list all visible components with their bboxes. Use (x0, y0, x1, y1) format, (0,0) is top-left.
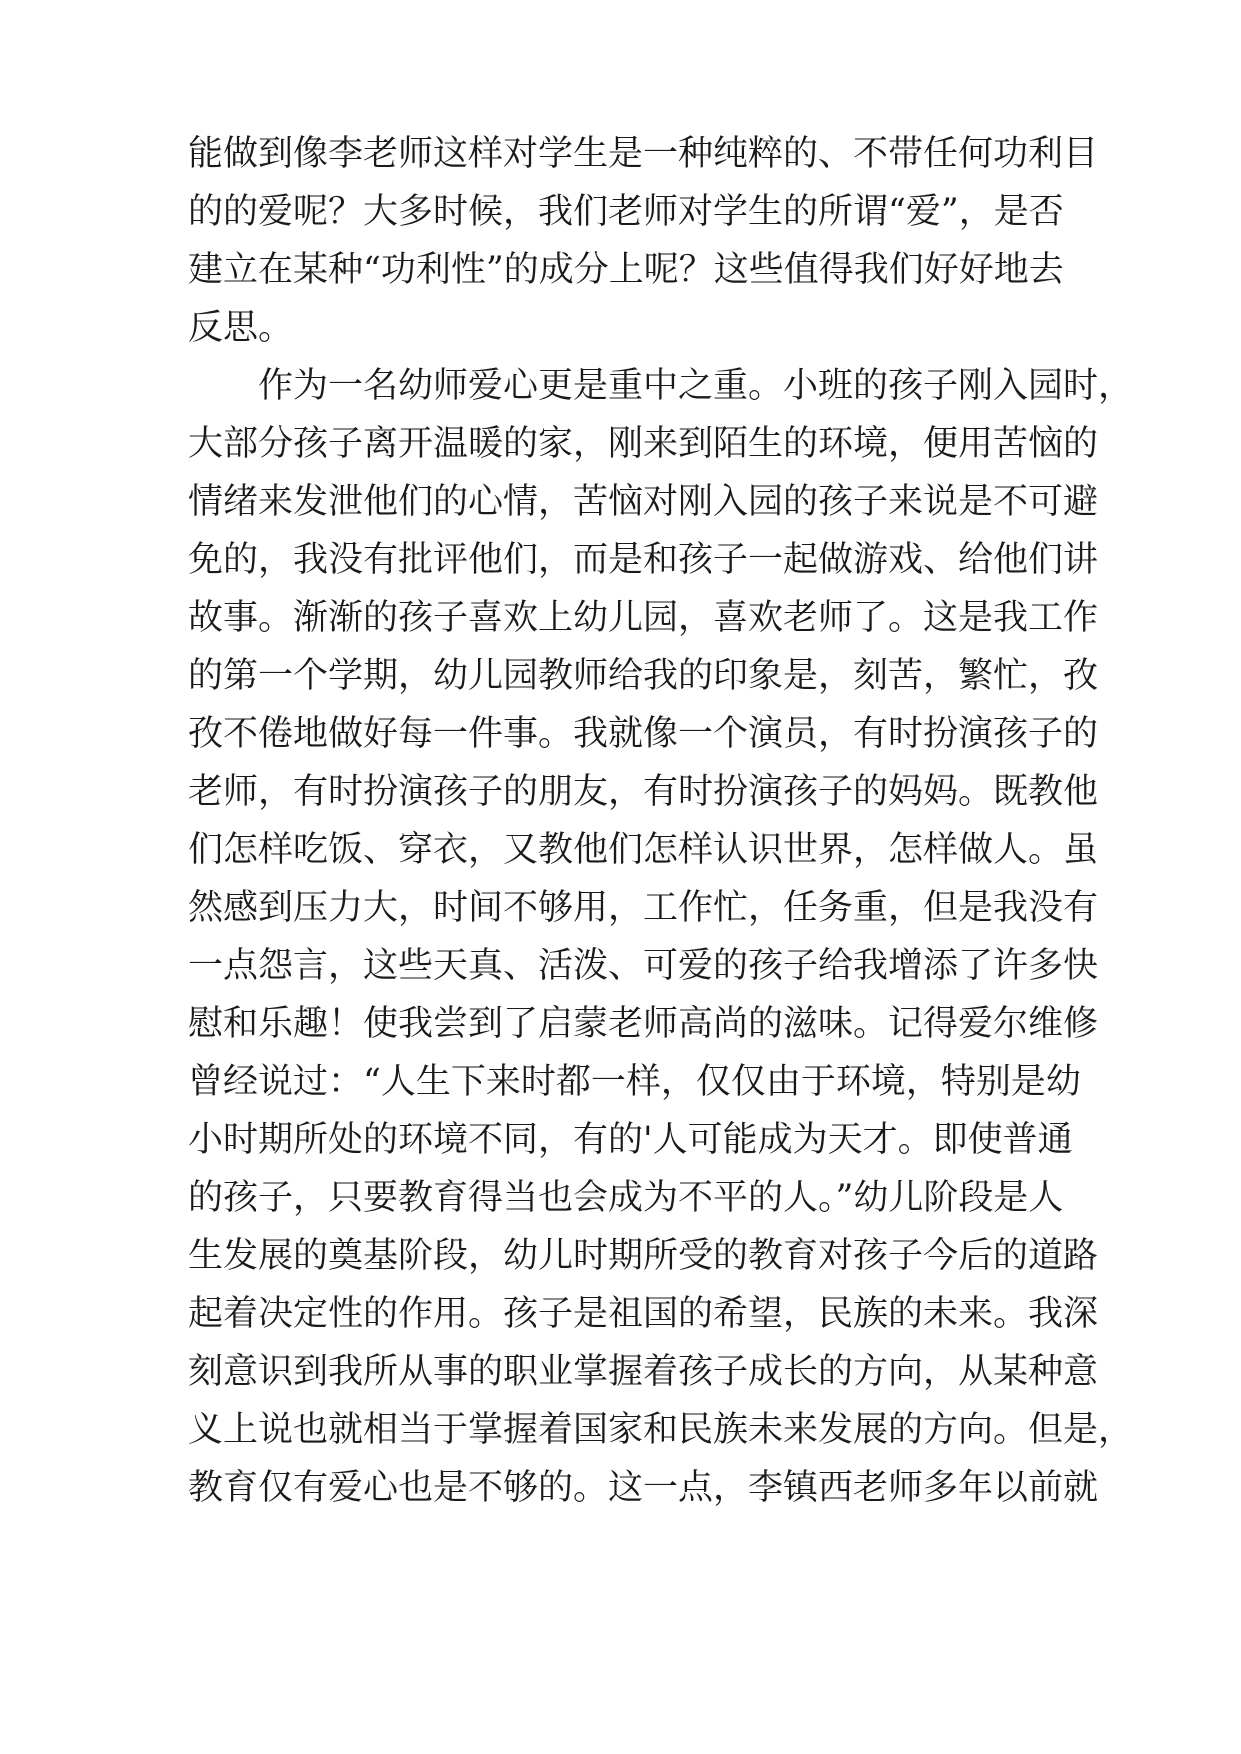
text-line: 的孩子，只要教育得当也会成为不平的人。”幼儿阶段是人 (188, 1178, 1064, 1218)
text-line: 能做到像李老师这样对学生是一种纯粹的、不带任何功利目 (188, 134, 1099, 174)
text-line: 然感到压力大，时间不够用，工作忙，任务重，但是我没有 (188, 888, 1099, 928)
text-line: 一点怨言，这些天真、活泼、可爱的孩子给我增添了许多快 (188, 946, 1099, 986)
text-line: 们怎样吃饭、穿衣，又教他们怎样认识世界，怎样做人。虽 (188, 830, 1099, 870)
text-line: 反思。 (188, 308, 294, 348)
text-line: 慰和乐趣！使我尝到了启蒙老师高尚的滋味。记得爱尔维修 (188, 1004, 1099, 1044)
text-line: 老师，有时扮演孩子的朋友，有时扮演孩子的妈妈。既教他 (188, 772, 1099, 812)
text-line: 的第一个学期，幼儿园教师给我的印象是，刻苦，繁忙，孜 (188, 656, 1099, 696)
text-line: 生发展的奠基阶段，幼儿时期所受的教育对孩子今后的道路 (188, 1236, 1099, 1276)
body-text (188, 125, 1134, 1517)
text-line: 孜不倦地做好每一件事。我就像一个演员，有时扮演孩子的 (188, 714, 1099, 754)
text-line: 教育仅有爱心也是不够的。这一点，李镇西老师多年以前就 (188, 1468, 1099, 1508)
text-line: 的的爱呢？大多时候，我们老师对学生的所谓“爱”，是否 (188, 192, 1064, 232)
text-line: 情绪来发泄他们的心情，苦恼对刚入园的孩子来说是不可避 (188, 482, 1099, 522)
paragraph-first-line: 作为一名幼师爱心更是重中之重。小班的孩子刚入园时， (258, 366, 1134, 406)
text-line: 大部分孩子离开温暖的家，刚来到陌生的环境，便用苦恼的 (188, 424, 1099, 464)
text-line: 曾经说过：“人生下来时都一样，仅仅由于环境，特别是幼 (188, 1062, 1081, 1102)
text-line: 小时期所处的环境不同，有的'人可能成为天才。即使普通 (188, 1120, 1073, 1160)
text-line: 故事。渐渐的孩子喜欢上幼儿园，喜欢老师了。这是我工作 (188, 598, 1099, 638)
text-line: 刻意识到我所从事的职业掌握着孩子成长的方向，从某种意 (188, 1352, 1099, 1392)
text-line: 起着决定性的作用。孩子是祖国的希望，民族的未来。我深 (188, 1294, 1099, 1334)
text-line: 建立在某种“功利性”的成分上呢？这些值得我们好好地去 (188, 250, 1064, 290)
text-line: 义上说也就相当于掌握着国家和民族未来发展的方向。但是， (188, 1410, 1134, 1450)
text-line: 免的，我没有批评他们，而是和孩子一起做游戏、给他们讲 (188, 540, 1099, 580)
